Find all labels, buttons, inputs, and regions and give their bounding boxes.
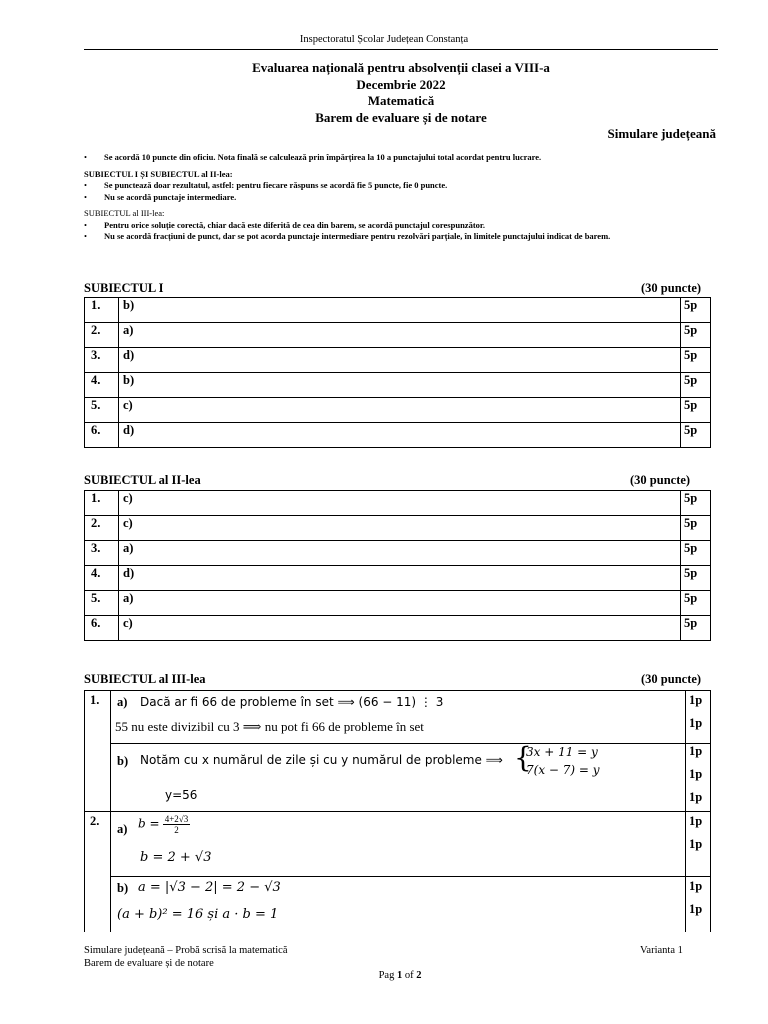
points-cell: 5p bbox=[681, 591, 711, 616]
equation-lhs: b = bbox=[138, 816, 160, 831]
page-number: 1 bbox=[396, 970, 403, 981]
question-number: 4. bbox=[85, 566, 119, 591]
system-eq2: 7(x − 7) = y bbox=[526, 763, 600, 777]
problem-2-number: 2. bbox=[90, 814, 100, 828]
note-item bbox=[84, 192, 724, 204]
answer-cell: a) bbox=[119, 541, 681, 566]
table-row bbox=[85, 323, 711, 348]
problem-2a-line1 bbox=[138, 814, 190, 835]
points: 1p bbox=[689, 693, 703, 707]
note-text: Se acordă 10 puncte din oficiu. Nota finală se calculează prin împărțirea la 10 a punctajului total acordat pentru lucrare. bbox=[104, 152, 542, 162]
note-item bbox=[84, 220, 724, 232]
title-line: Evaluarea națională pentru absolvenții clasei a VIII-a bbox=[252, 60, 550, 75]
points: 1p bbox=[689, 837, 703, 851]
page-of: of bbox=[402, 970, 417, 981]
problem-1a-label: a) bbox=[117, 695, 128, 709]
points: 1p bbox=[689, 716, 703, 730]
question-number: 4. bbox=[85, 373, 119, 398]
bullet-icon: • bbox=[84, 152, 87, 162]
points-cell: 5p bbox=[681, 541, 711, 566]
problem-2a-line2: b = 2 + √3 bbox=[140, 850, 212, 865]
answer-cell: b) bbox=[119, 298, 681, 323]
problem-2b-line2: (a + b)² = 16 și a · b = 1 bbox=[117, 907, 279, 922]
subiect3-points: (30 puncte) bbox=[641, 672, 702, 686]
points: 1p bbox=[689, 790, 703, 804]
footer-variant: Varianta 1 bbox=[640, 945, 683, 956]
subiect2-table bbox=[84, 490, 711, 641]
answer-cell: a) bbox=[119, 591, 681, 616]
note-text: Se punctează doar rezultatul, astfel: pentru fiecare răspuns se acordă fie 5 puncte, fie 0 puncte. bbox=[104, 180, 448, 190]
problem-1b-line2: y=56 bbox=[165, 788, 198, 802]
problem-2b-label: b) bbox=[117, 881, 129, 895]
question-number: 6. bbox=[85, 423, 119, 448]
question-number: 2. bbox=[85, 516, 119, 541]
problem-2b-line1: a = |√3 − 2| = 2 − √3 bbox=[138, 880, 281, 895]
subiect1-table bbox=[84, 297, 711, 448]
table-row bbox=[85, 398, 711, 423]
subiect1-title: SUBIECTUL I bbox=[84, 281, 164, 295]
question-number: 3. bbox=[85, 541, 119, 566]
points: 1p bbox=[689, 814, 703, 828]
table-row bbox=[85, 423, 711, 448]
answer-cell: d) bbox=[119, 348, 681, 373]
fraction-numerator: 4+2√3 bbox=[164, 814, 189, 824]
note-heading: SUBIECTUL al III-lea: bbox=[84, 208, 165, 218]
question-number: 1. bbox=[85, 491, 119, 516]
points-cell: 5p bbox=[681, 566, 711, 591]
answer-cell: b) bbox=[119, 373, 681, 398]
points: 1p bbox=[689, 744, 703, 758]
note-text: Pentru orice soluție corectă, chiar dacă este diferită de cea din barem, se acordă punctajul corespunzător. bbox=[104, 219, 486, 230]
points: 1p bbox=[689, 902, 703, 916]
footer-left-line1: Simulare județeană – Probă scrisă la matematică bbox=[84, 945, 288, 956]
answer-cell: c) bbox=[119, 516, 681, 541]
title-line: Barem de evaluare și de notare bbox=[315, 109, 487, 125]
institution-header: Inspectoratul Școlar Județean Constanța bbox=[299, 34, 469, 45]
points: 1p bbox=[689, 879, 703, 893]
problem-2a-label: a) bbox=[117, 822, 128, 836]
answer-cell: c) bbox=[119, 491, 681, 516]
problem-1b-line1: Notăm cu x numărul de zile și cu y numărul de probleme ⟹ bbox=[140, 753, 503, 767]
question-number: 5. bbox=[85, 398, 119, 423]
question-number: 1. bbox=[85, 298, 119, 323]
table-row bbox=[85, 348, 711, 373]
table-row bbox=[85, 491, 711, 516]
points-cell: 5p bbox=[681, 516, 711, 541]
system-eq1: 3x + 11 = y bbox=[526, 745, 598, 759]
problem-1b-label: b) bbox=[117, 754, 129, 768]
answer-cell: c) bbox=[119, 616, 681, 641]
note-item bbox=[84, 180, 724, 192]
answer-cell: d) bbox=[119, 423, 681, 448]
fraction bbox=[163, 814, 191, 835]
question-number: 2. bbox=[85, 323, 119, 348]
header-divider bbox=[84, 49, 718, 50]
answer-cell: c) bbox=[119, 398, 681, 423]
page-indicator bbox=[0, 970, 768, 981]
subiect2-points: (30 puncte) bbox=[630, 473, 691, 487]
table-row bbox=[85, 616, 711, 641]
note-text: Nu se acordă punctaje intermediare. bbox=[104, 191, 237, 202]
question-number: 6. bbox=[85, 616, 119, 641]
problem-1-number: 1. bbox=[90, 693, 100, 707]
points-cell: 5p bbox=[681, 423, 711, 448]
table-row bbox=[85, 373, 711, 398]
page-total: 2 bbox=[416, 970, 422, 981]
subiect1-points: (30 puncte) bbox=[641, 281, 702, 295]
points-cell: 5p bbox=[681, 398, 711, 423]
answer-cell: d) bbox=[119, 566, 681, 591]
points: 1p bbox=[689, 767, 703, 781]
points-cell: 5p bbox=[681, 373, 711, 398]
title-line: Decembrie 2022 bbox=[356, 76, 446, 92]
points-cell: 5p bbox=[681, 298, 711, 323]
note-heading: SUBIECTUL I ȘI SUBIECTUL al II-lea: bbox=[84, 168, 233, 179]
note-text: Nu se acordă fracțiuni de punct, dar se pot acorda punctaje intermediare pentru rezolvări parțiale, în limitele punctajului indicat de barem. bbox=[104, 231, 611, 241]
document-title bbox=[84, 60, 718, 126]
footer-left-line2: Barem de evaluare și de notare bbox=[84, 958, 214, 969]
bullet-icon: • bbox=[84, 191, 87, 202]
points-cell: 5p bbox=[681, 323, 711, 348]
table-row bbox=[85, 591, 711, 616]
table-row bbox=[85, 541, 711, 566]
fraction-denominator: 2 bbox=[174, 825, 179, 835]
table-row bbox=[85, 566, 711, 591]
question-number: 5. bbox=[85, 591, 119, 616]
title-line: Matematică bbox=[367, 93, 435, 108]
simulation-label: Simulare județeană bbox=[607, 126, 716, 141]
bullet-icon: • bbox=[84, 231, 87, 241]
bullet-icon: • bbox=[84, 180, 87, 190]
points-cell: 5p bbox=[681, 616, 711, 641]
answer-cell: a) bbox=[119, 323, 681, 348]
points-cell: 5p bbox=[681, 491, 711, 516]
brace-icon: { bbox=[514, 741, 532, 774]
subiect3-title: SUBIECTUL al III-lea bbox=[84, 672, 206, 686]
points-cell: 5p bbox=[681, 348, 711, 373]
problem-1a-line2: 55 nu este divizibil cu 3 ⟹ nu pot fi 66 de probleme în set bbox=[115, 719, 424, 734]
bullet-icon: • bbox=[84, 219, 87, 230]
note-item bbox=[84, 231, 724, 243]
note-item bbox=[84, 152, 724, 164]
problem-1a-line1: Dacă ar fi 66 de probleme în set ⟹ (66 − 11) ⋮ 3 bbox=[140, 695, 444, 709]
grading-notes bbox=[84, 152, 724, 243]
question-number: 3. bbox=[85, 348, 119, 373]
table-row bbox=[85, 516, 711, 541]
table-row bbox=[85, 298, 711, 323]
subiect3-table bbox=[84, 690, 711, 932]
page-prefix: Pag bbox=[378, 970, 397, 981]
subiect2-title: SUBIECTUL al II-lea bbox=[84, 473, 201, 487]
